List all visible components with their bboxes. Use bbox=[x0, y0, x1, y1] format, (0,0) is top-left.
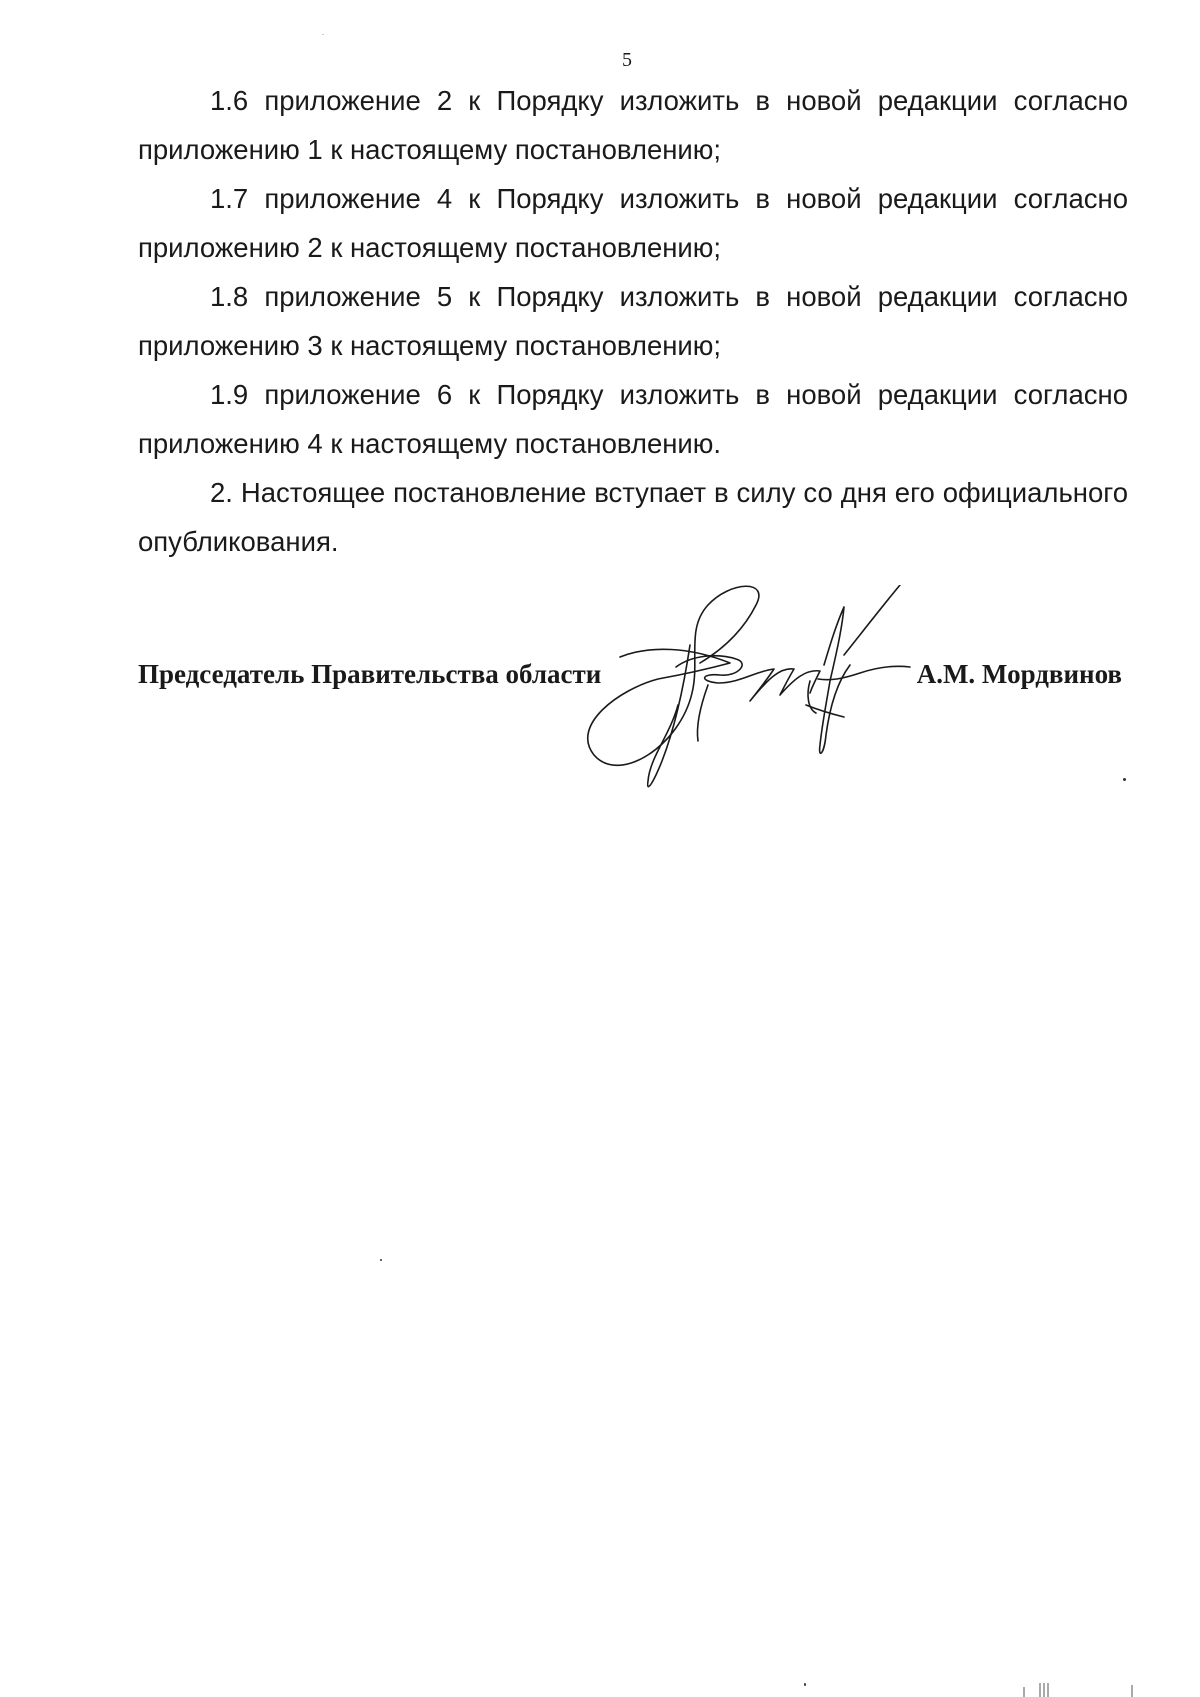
paragraph-1-8: 1.8 приложение 5 к Порядку изложить в новой редакции согласно приложению 3 к настоящему постановлению; bbox=[138, 281, 1128, 361]
scan-speck bbox=[1123, 778, 1126, 781]
scan-speck bbox=[322, 34, 324, 35]
paragraph-1-6: 1.6 приложение 2 к Порядку изложить в новой редакции согласно приложению 1 к настоящему постановлению; bbox=[138, 85, 1128, 165]
signatory-name: А.М. Мордвинов bbox=[916, 659, 1122, 689]
signatory-title: Председатель Правительства области bbox=[138, 659, 602, 689]
paragraph-2: 2. Настоящее постановление вступает в силу со дня его официального опубликования. bbox=[138, 477, 1128, 557]
page-number: 5 bbox=[622, 49, 632, 71]
scan-speck bbox=[380, 1259, 382, 1261]
scan-speck bbox=[804, 1683, 806, 1686]
handwritten-signature bbox=[580, 585, 940, 795]
scan-edge-marks bbox=[1020, 1679, 1150, 1697]
document-body bbox=[138, 76, 1128, 566]
paragraph-1-7: 1.7 приложение 4 к Порядку изложить в новой редакции согласно приложению 2 к настоящему постановлению; bbox=[138, 183, 1128, 263]
paragraph-1-9: 1.9 приложение 6 к Порядку изложить в новой редакции согласно приложению 4 к настоящему постановлению. bbox=[138, 379, 1128, 459]
